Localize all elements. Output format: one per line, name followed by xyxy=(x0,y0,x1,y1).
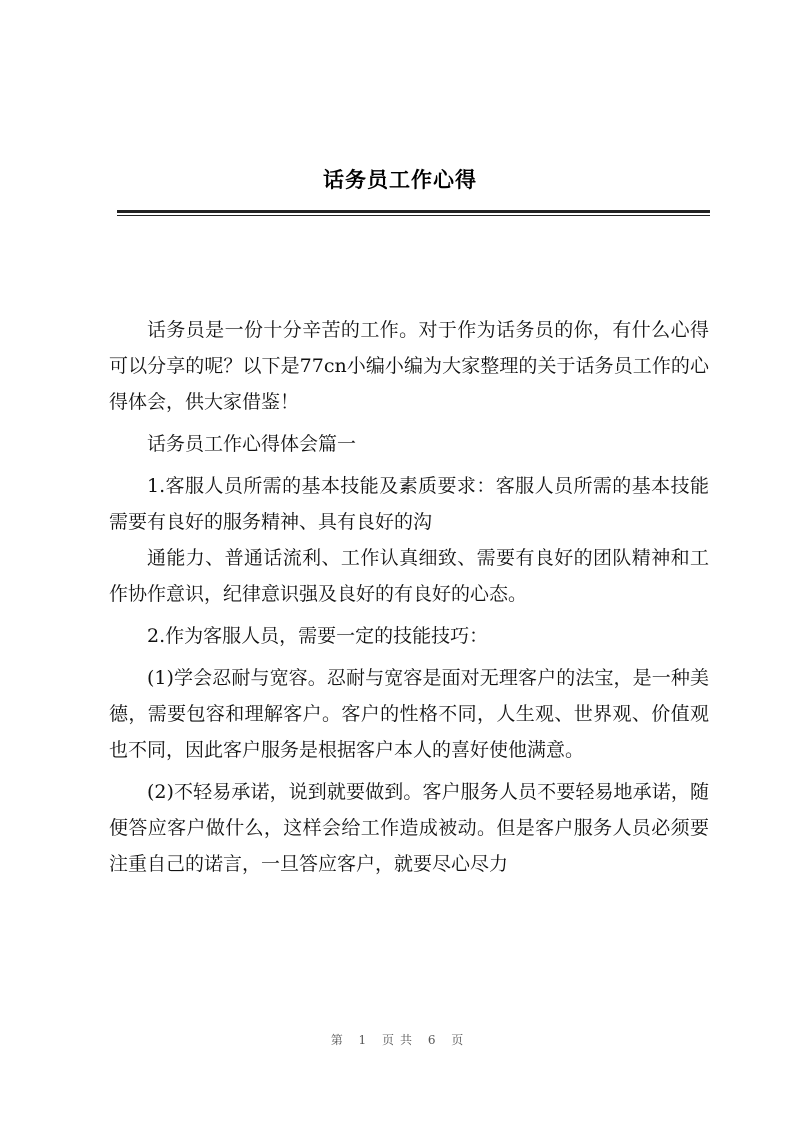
paragraph-promise: (2)不轻易承诺，说到就要做到。客户服务人员不要轻易地承诺，随便答应客户做什么，这样会给工作造成被动。但是客户服务人员必须要注重自己的诺言，一旦答应客户，就要尽心尽力 xyxy=(109,781,709,875)
document-body xyxy=(109,312,709,888)
paragraph-skills-2: 2.作为客服人员，需要一定的技能技巧： xyxy=(147,625,489,647)
page-number-footer: 第 1 页共 6 页 xyxy=(330,1033,470,1047)
section-heading: 话务员工作心得体会篇一 xyxy=(147,433,357,455)
paragraph-patience: (1)学会忍耐与宽容。忍耐与宽容是面对无理客户的法宝，是一种美德，需要包容和理解客户。客户的性格不同，人生观、世界观、价值观也不同，因此客户服务是根据客户本人的喜好使他满意。 xyxy=(109,667,709,761)
intro-paragraph: 话务员是一份十分辛苦的工作。对于作为话务员的你，有什么心得可以分享的呢？以下是77cn小编小编为大家整理的关于话务员工作的心得体会，供大家借鉴！ xyxy=(109,319,709,413)
document-title: 话务员工作心得 xyxy=(323,168,477,192)
paragraph-skills-1-cont: 通能力、普通话流利、工作认真细致、需要有良好的团队精神和工作协作意识，纪律意识强及良好的有良好的心态。 xyxy=(109,547,709,605)
title-divider xyxy=(117,210,710,213)
paragraph-skills-1: 1.客服人员所需的基本技能及素质要求：客服人员所需的基本技能需要有良好的服务精神、具有良好的沟 xyxy=(109,475,709,533)
